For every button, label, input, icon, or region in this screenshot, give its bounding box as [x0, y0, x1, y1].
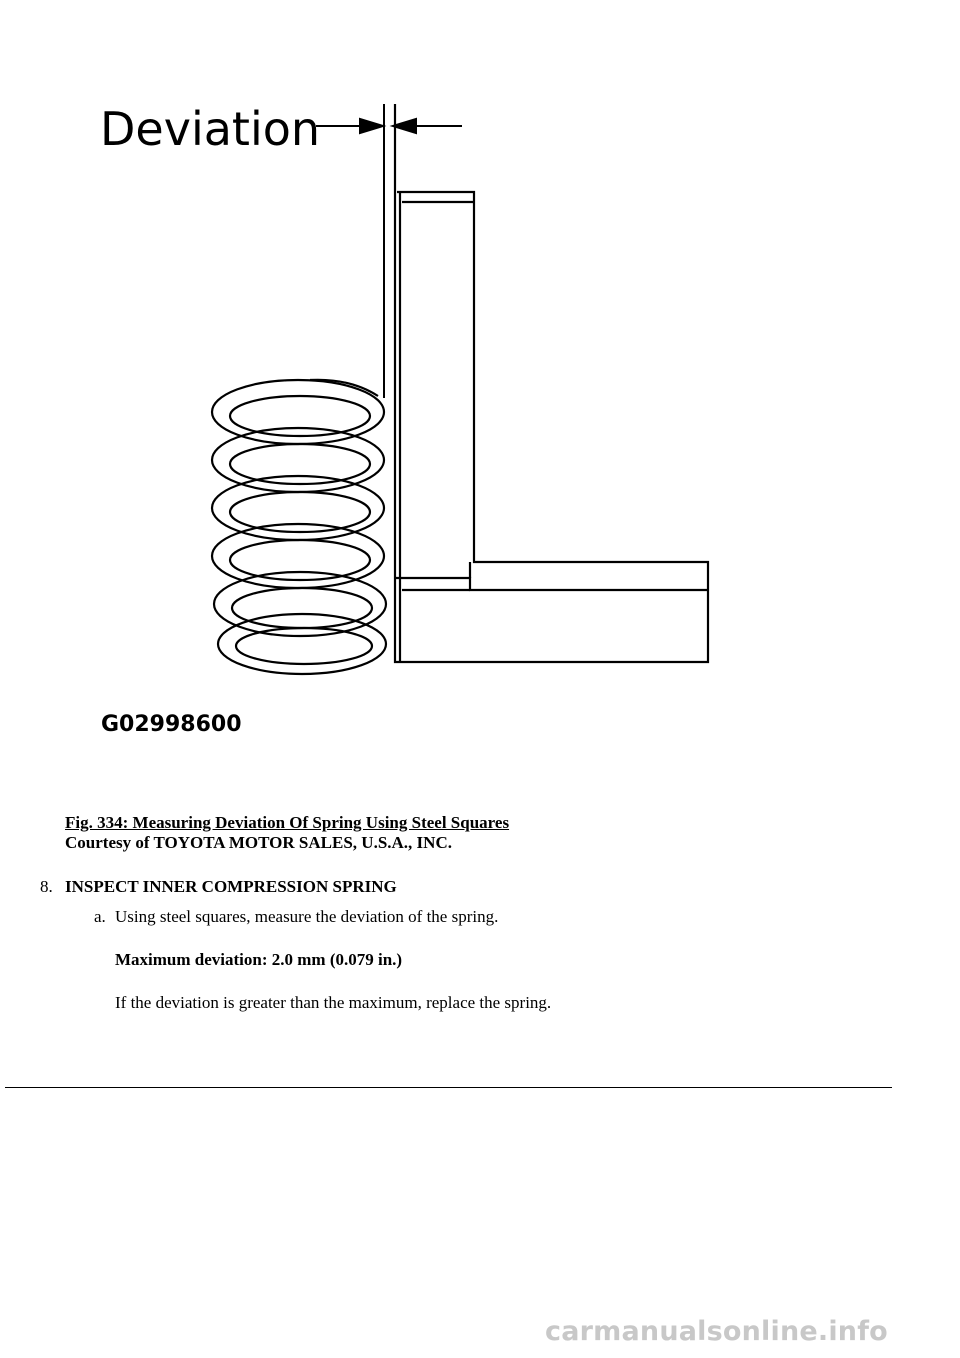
deviation-label: Deviation	[100, 102, 321, 156]
substep-text: Using steel squares, measure the deviation of the spring.	[115, 907, 499, 926]
steel-square	[395, 104, 708, 662]
step-title: INSPECT INNER COMPRESSION SPRING	[65, 877, 397, 896]
figure-caption: Fig. 334: Measuring Deviation Of Spring Using Steel Squares	[65, 813, 510, 832]
step-number: 8.	[40, 877, 53, 896]
compression-spring	[212, 380, 386, 674]
max-deviation-spec: Maximum deviation: 2.0 mm (0.079 in.)	[115, 950, 403, 969]
substep-letter: a.	[94, 907, 106, 926]
deviation-arrows	[316, 119, 462, 133]
figure-code: G02998600	[101, 712, 242, 737]
site-watermark: carmanualsonline.info	[545, 1316, 888, 1347]
horizontal-divider	[5, 1087, 892, 1088]
figure-courtesy: Courtesy of TOYOTA MOTOR SALES, U.S.A., INC.	[65, 833, 452, 852]
replace-note: If the deviation is greater than the maximum, replace the spring.	[115, 993, 552, 1012]
